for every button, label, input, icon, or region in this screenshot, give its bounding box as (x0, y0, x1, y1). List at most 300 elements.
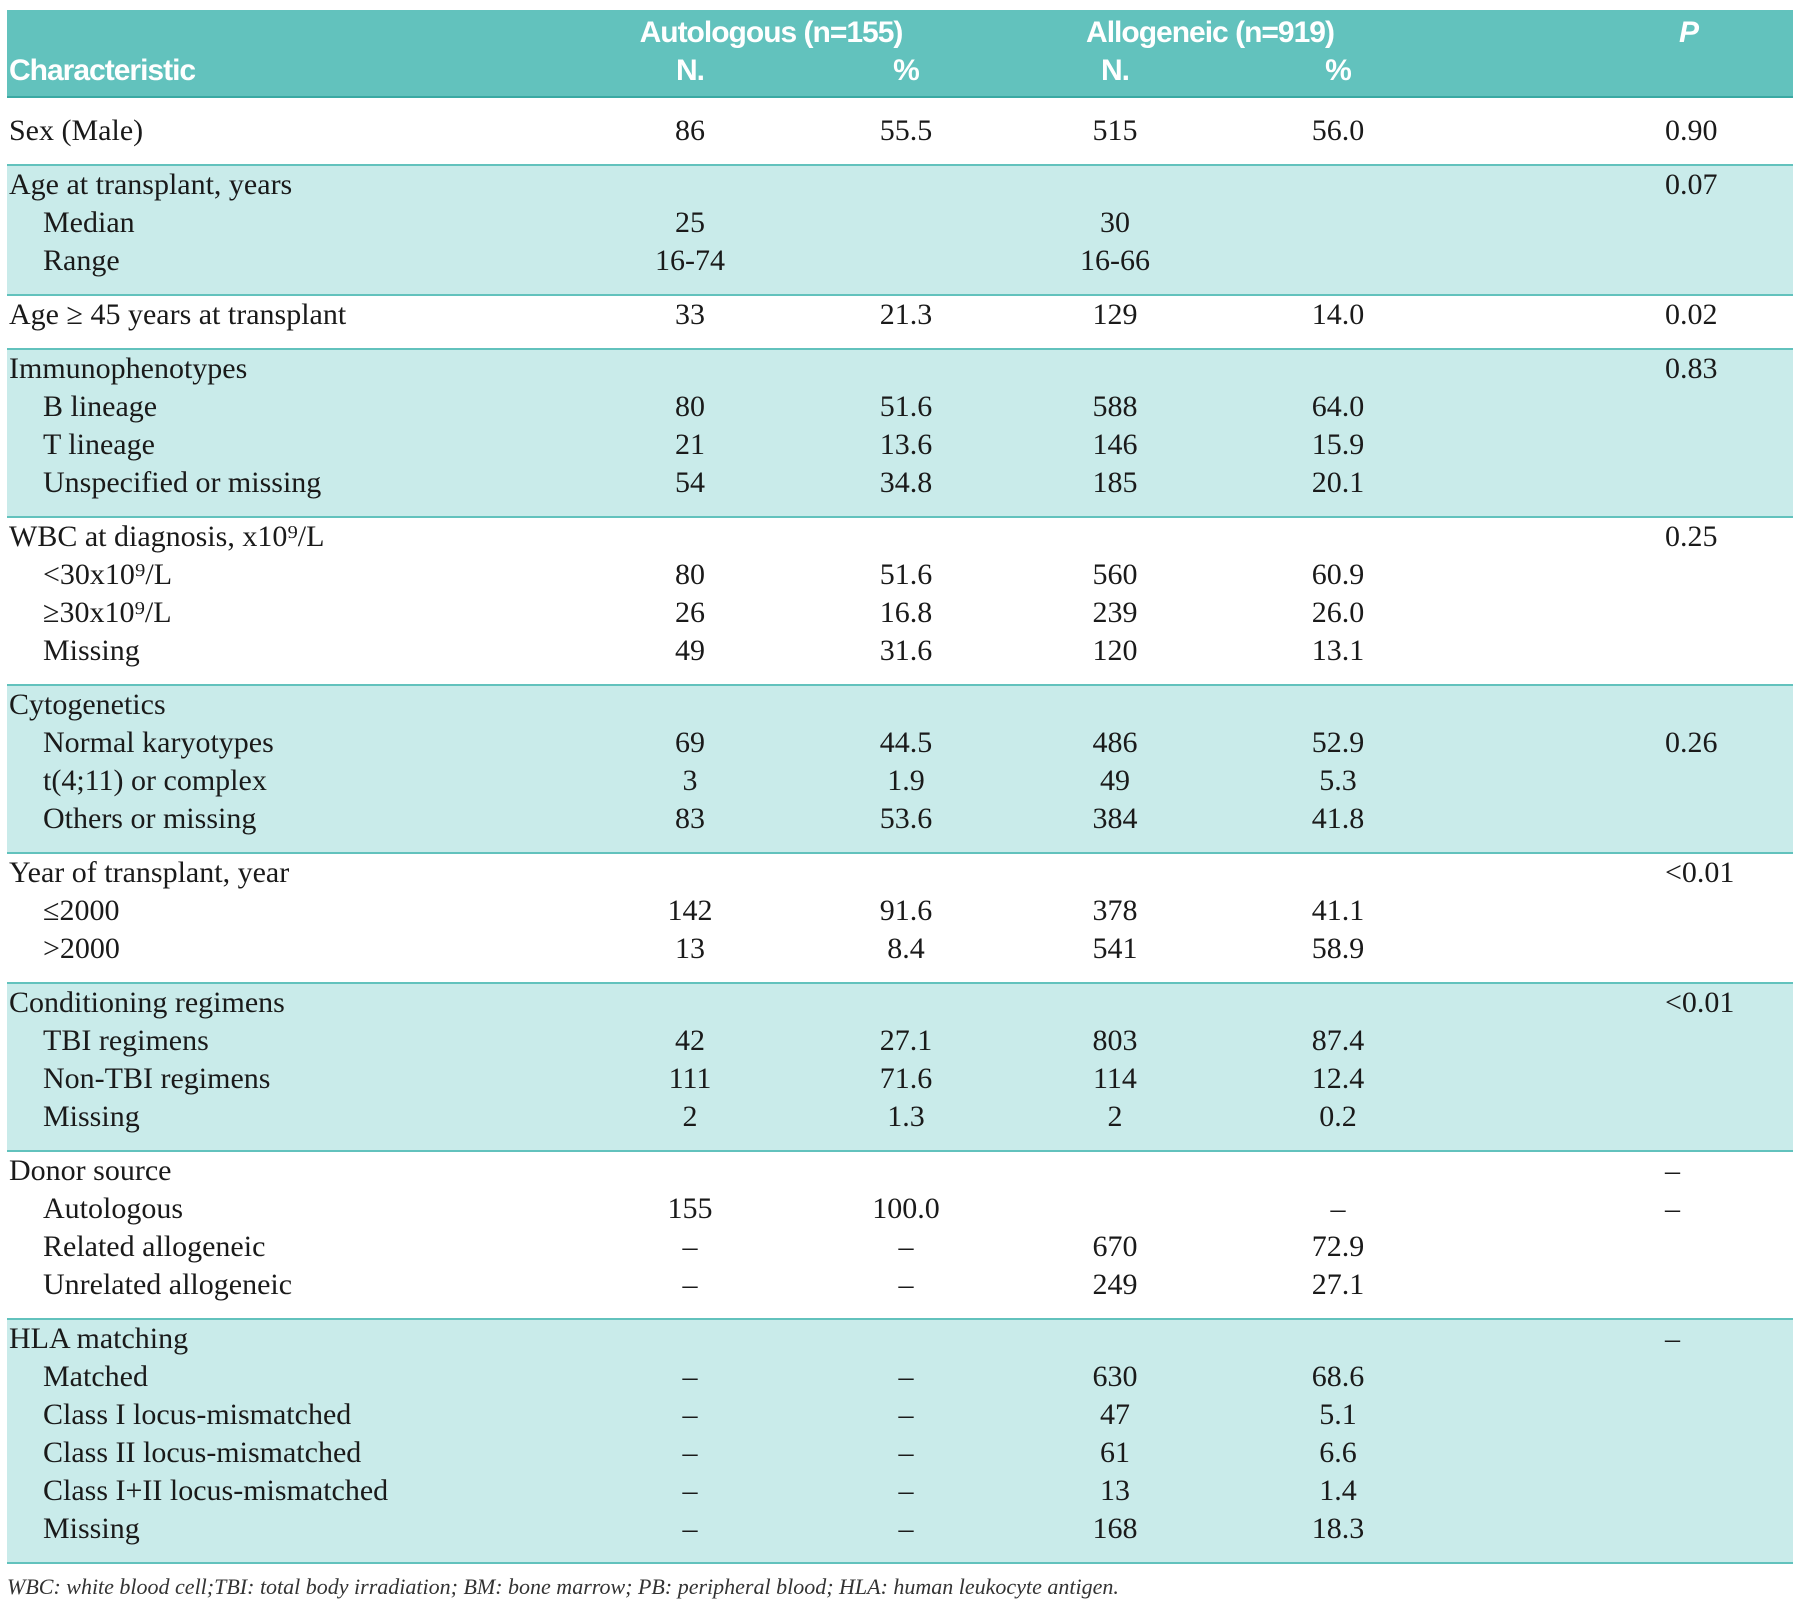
p-value-cell (1433, 594, 1793, 632)
section-spacer (7, 334, 1793, 349)
allogeneic-pct-cell: 18.3 (1243, 1510, 1433, 1548)
spacer-cell (987, 97, 1243, 112)
p-value-cell (1433, 204, 1793, 242)
table-row (7, 517, 1793, 556)
header-p-value: P (1433, 10, 1793, 52)
p-value-cell: 0.83 (1433, 349, 1793, 388)
row-label: Donor source (9, 1154, 172, 1187)
autologous-pct-cell: – (898, 1268, 914, 1301)
allogeneic-n-cell: 378 (1092, 894, 1138, 927)
p-value-cell (1433, 388, 1793, 426)
table-section (7, 1151, 1793, 1319)
row-label: Immunophenotypes (7, 349, 555, 388)
p-value-cell (1433, 1510, 1793, 1548)
autologous-n-cell: 155 (667, 1192, 713, 1225)
allogeneic-pct-cell: 15.9 (1243, 426, 1433, 464)
p-value-cell (1433, 892, 1793, 930)
allogeneic-n-cell: 2 (987, 1098, 1243, 1136)
spacer-cell (555, 1136, 825, 1151)
autologous-pct-cell: 71.6 (825, 1060, 987, 1098)
autologous-n-cell (555, 517, 825, 556)
header-autologous-pct: % (825, 52, 987, 97)
spacer-cell (7, 670, 555, 685)
p-value-cell: 0.02 (1665, 298, 1718, 331)
autologous-n-cell: 54 (555, 464, 825, 502)
autologous-pct-cell: 1.3 (825, 1098, 987, 1136)
autologous-pct-cell: 51.6 (879, 558, 933, 591)
spacer-cell (825, 334, 987, 349)
allogeneic-pct-cell: 26.0 (1311, 596, 1365, 629)
spacer-cell (825, 838, 987, 853)
table-row (7, 930, 1793, 968)
table-row (7, 556, 1793, 594)
table-row (7, 1098, 1793, 1136)
spacer-cell (555, 838, 825, 853)
spacer-cell (1433, 1548, 1793, 1563)
p-value-cell (1433, 1358, 1793, 1396)
spacer-cell (7, 334, 555, 349)
table-row (7, 349, 1793, 388)
row-label: <30x10⁹/L (43, 558, 173, 591)
spacer-cell (1243, 334, 1433, 349)
allogeneic-n-cell: 168 (987, 1510, 1243, 1548)
row-label: Non-TBI regimens (7, 1060, 555, 1098)
autologous-pct-cell: – (825, 1510, 987, 1548)
autologous-pct-cell: – (898, 1230, 914, 1263)
spacer-cell (555, 1548, 825, 1563)
table-section (7, 349, 1793, 517)
allogeneic-n-cell: 486 (987, 724, 1243, 762)
table-row (7, 762, 1793, 800)
row-label: Class I+II locus-mismatched (7, 1472, 555, 1510)
patient-characteristics-table (7, 10, 1793, 1564)
allogeneic-n-cell: 541 (1092, 932, 1138, 965)
spacer-cell (555, 670, 825, 685)
allogeneic-pct-cell: 5.1 (1243, 1396, 1433, 1434)
allogeneic-n-cell: 185 (987, 464, 1243, 502)
table-footnote: WBC: white blood cell;TBI: total body irradiation; BM: bone marrow; PB: peripheral blood; HLA: human leukocyte antigen. (7, 1574, 1119, 1599)
autologous-pct-cell: – (825, 1434, 987, 1472)
allogeneic-n-cell: 146 (987, 426, 1243, 464)
header-allogeneic-pct: % (1243, 52, 1433, 97)
row-label: Range (7, 242, 555, 280)
row-label: Missing (7, 1510, 555, 1548)
spacer-cell (825, 1304, 987, 1319)
autologous-pct-cell (825, 349, 987, 388)
table-row (7, 1228, 1793, 1266)
row-label: WBC at diagnosis, x10⁹/L (9, 520, 325, 553)
spacer-cell (1243, 968, 1433, 983)
allogeneic-pct-cell: 5.3 (1243, 762, 1433, 800)
p-value-cell: 0.07 (1433, 165, 1793, 204)
allogeneic-n-cell: 129 (1092, 298, 1138, 331)
spacer-cell (555, 280, 825, 295)
allogeneic-n-cell (987, 1190, 1243, 1228)
allogeneic-n-cell (987, 853, 1243, 892)
p-value-cell (1433, 685, 1793, 724)
allogeneic-n-cell: 630 (987, 1358, 1243, 1396)
autologous-pct-cell (825, 983, 987, 1022)
p-value-cell (1433, 930, 1793, 968)
row-label: Class I locus-mismatched (7, 1396, 555, 1434)
header-allogeneic: Allogeneic (n=919) (987, 10, 1433, 52)
allogeneic-n-cell: 49 (987, 762, 1243, 800)
spacer-cell (987, 838, 1243, 853)
row-label: Missing (43, 634, 140, 667)
spacer-cell (825, 97, 987, 112)
autologous-pct-cell: 8.4 (887, 932, 925, 965)
table-row (7, 388, 1793, 426)
spacer-cell (1243, 670, 1433, 685)
autologous-n-cell: 49 (675, 634, 705, 667)
table-row (7, 1434, 1793, 1472)
table-row (7, 1151, 1793, 1190)
table-row (7, 1396, 1793, 1434)
autologous-n-cell: 33 (675, 298, 705, 331)
p-value-cell (1433, 1396, 1793, 1434)
p-value-cell: – (1665, 1192, 1681, 1225)
autologous-pct-cell: 16.8 (879, 596, 933, 629)
row-label: Year of transplant, year (9, 856, 290, 889)
allogeneic-n-cell: 515 (1092, 114, 1138, 147)
table-row (7, 853, 1793, 892)
row-label: Sex (Male) (9, 114, 144, 147)
allogeneic-pct-cell: 0.2 (1243, 1098, 1433, 1136)
table-row (7, 1510, 1793, 1548)
p-value-cell (1433, 1472, 1793, 1510)
autologous-pct-cell: 21.3 (879, 298, 933, 331)
allogeneic-pct-cell: 41.8 (1243, 800, 1433, 838)
autologous-n-cell (555, 1151, 825, 1190)
autologous-pct-cell: 55.5 (879, 114, 933, 147)
p-value-cell: 0.26 (1433, 724, 1793, 762)
autologous-n-cell (555, 349, 825, 388)
autologous-n-cell (555, 685, 825, 724)
p-value-cell: – (1665, 1154, 1681, 1187)
allogeneic-pct-cell: 27.1 (1311, 1268, 1365, 1301)
p-value-cell (1433, 1228, 1793, 1266)
header-row-columns (7, 52, 1793, 97)
allogeneic-pct-cell: 6.6 (1243, 1434, 1433, 1472)
allogeneic-n-cell: 560 (1092, 558, 1138, 591)
spacer-cell (555, 502, 825, 517)
allogeneic-n-cell: 588 (987, 388, 1243, 426)
spacer-cell (987, 334, 1243, 349)
allogeneic-n-cell: 803 (987, 1022, 1243, 1060)
autologous-n-cell: 69 (555, 724, 825, 762)
allogeneic-n-cell: 249 (1092, 1268, 1138, 1301)
allogeneic-pct-cell (1243, 517, 1433, 556)
allogeneic-n-cell: 47 (987, 1396, 1243, 1434)
table-row (7, 724, 1793, 762)
spacer-cell (825, 1548, 987, 1563)
section-spacer (7, 97, 1793, 112)
autologous-pct-cell (825, 1319, 987, 1358)
autologous-n-cell: 3 (555, 762, 825, 800)
allogeneic-pct-cell (1243, 204, 1433, 242)
autologous-n-cell: – (555, 1472, 825, 1510)
table-row (7, 800, 1793, 838)
table-row (7, 112, 1793, 150)
spacer-cell (7, 968, 555, 983)
spacer-cell (555, 97, 825, 112)
section-spacer (7, 150, 1793, 165)
p-value-cell (1433, 464, 1793, 502)
autologous-pct-cell: 13.6 (825, 426, 987, 464)
allogeneic-n-cell: 670 (1092, 1230, 1138, 1263)
autologous-pct-cell: – (825, 1472, 987, 1510)
table-section (7, 983, 1793, 1151)
row-label: Matched (7, 1358, 555, 1396)
spacer-cell (1243, 150, 1433, 165)
allogeneic-pct-cell: – (1330, 1192, 1346, 1225)
table-row (7, 1022, 1793, 1060)
spacer-cell (1243, 1548, 1433, 1563)
allogeneic-n-cell (987, 685, 1243, 724)
autologous-pct-cell (825, 204, 987, 242)
autologous-n-cell: – (555, 1510, 825, 1548)
p-value-cell: – (1433, 1319, 1793, 1358)
spacer-cell (7, 1304, 555, 1319)
autologous-pct-cell: 31.6 (879, 634, 933, 667)
table-row (7, 1358, 1793, 1396)
allogeneic-pct-cell: 12.4 (1243, 1060, 1433, 1098)
autologous-n-cell: – (555, 1434, 825, 1472)
autologous-n-cell: – (682, 1268, 698, 1301)
section-spacer (7, 670, 1793, 685)
autologous-pct-cell: 27.1 (825, 1022, 987, 1060)
spacer-cell (1243, 1136, 1433, 1151)
row-label: ≤2000 (43, 894, 120, 927)
spacer-cell (1433, 1304, 1793, 1319)
spacer-cell (825, 968, 987, 983)
autologous-n-cell: 80 (675, 558, 705, 591)
autologous-n-cell: – (555, 1358, 825, 1396)
p-value-cell (1433, 556, 1793, 594)
autologous-n-cell: 13 (675, 932, 705, 965)
row-label: Class II locus-mismatched (7, 1434, 555, 1472)
allogeneic-n-cell (987, 1151, 1243, 1190)
section-spacer (7, 1548, 1793, 1563)
autologous-n-cell (555, 165, 825, 204)
row-label: B lineage (7, 388, 555, 426)
allogeneic-pct-cell: 52.9 (1243, 724, 1433, 762)
allogeneic-n-cell (987, 983, 1243, 1022)
autologous-n-cell (555, 853, 825, 892)
p-value-cell: <0.01 (1433, 983, 1793, 1022)
p-value-cell (1433, 762, 1793, 800)
spacer-cell (1243, 280, 1433, 295)
spacer-cell (1243, 97, 1433, 112)
row-label: Age ≥ 45 years at transplant (9, 298, 347, 331)
autologous-pct-cell: 34.8 (825, 464, 987, 502)
header-autologous: Autologous (n=155) (555, 10, 987, 52)
autologous-n-cell: 80 (555, 388, 825, 426)
spacer-cell (1433, 502, 1793, 517)
spacer-cell (7, 502, 555, 517)
table-row (7, 594, 1793, 632)
autologous-pct-cell: 53.6 (825, 800, 987, 838)
spacer-cell (987, 670, 1243, 685)
autologous-n-cell: 111 (555, 1060, 825, 1098)
autologous-pct-cell: 91.6 (879, 894, 933, 927)
autologous-n-cell (555, 1319, 825, 1358)
spacer-cell (7, 280, 555, 295)
row-label: >2000 (43, 932, 120, 965)
spacer-cell (1243, 1304, 1433, 1319)
allogeneic-pct-cell (1243, 983, 1433, 1022)
allogeneic-n-cell: 30 (987, 204, 1243, 242)
section-spacer (7, 1136, 1793, 1151)
characteristics-table-document (7, 10, 1793, 1600)
allogeneic-pct-cell (1243, 1151, 1433, 1190)
autologous-pct-cell (825, 517, 987, 556)
section-spacer (7, 502, 1793, 517)
table-row (7, 685, 1793, 724)
allogeneic-pct-cell: 72.9 (1311, 1230, 1365, 1263)
row-label: Related allogeneic (43, 1230, 266, 1263)
table-section (7, 517, 1793, 685)
autologous-n-cell: – (682, 1230, 698, 1263)
autologous-n-cell: 21 (555, 426, 825, 464)
spacer-cell (987, 150, 1243, 165)
row-label: Normal karyotypes (7, 724, 555, 762)
table-row (7, 295, 1793, 334)
header-allogeneic-n: N. (987, 52, 1243, 97)
allogeneic-n-cell: 114 (987, 1060, 1243, 1098)
autologous-n-cell: 16-74 (555, 242, 825, 280)
spacer-cell (1433, 968, 1793, 983)
table-section (7, 853, 1793, 983)
spacer-cell (7, 1548, 555, 1563)
table-row (7, 464, 1793, 502)
spacer-cell (555, 1304, 825, 1319)
table-row (7, 204, 1793, 242)
spacer-cell (987, 502, 1243, 517)
spacer-cell (7, 150, 555, 165)
table-row (7, 892, 1793, 930)
allogeneic-pct-cell: 14.0 (1311, 298, 1365, 331)
spacer-cell (987, 968, 1243, 983)
allogeneic-n-cell (987, 165, 1243, 204)
allogeneic-pct-cell: 87.4 (1243, 1022, 1433, 1060)
table-row (7, 1060, 1793, 1098)
spacer-cell (1433, 334, 1793, 349)
spacer-cell (1433, 670, 1793, 685)
spacer-cell (825, 670, 987, 685)
allogeneic-n-cell (987, 349, 1243, 388)
spacer-cell (987, 280, 1243, 295)
spacer-cell (1433, 150, 1793, 165)
spacer-cell (1433, 280, 1793, 295)
autologous-pct-cell (825, 853, 987, 892)
section-spacer (7, 280, 1793, 295)
p-value-cell (1433, 1022, 1793, 1060)
row-label: Cytogenetics (7, 685, 555, 724)
allogeneic-pct-cell: 20.1 (1243, 464, 1433, 502)
spacer-cell (555, 968, 825, 983)
allogeneic-n-cell: 13 (987, 1472, 1243, 1510)
table-section (7, 165, 1793, 295)
table-section (7, 1319, 1793, 1563)
spacer-cell (1243, 502, 1433, 517)
header-autologous-n: N. (555, 52, 825, 97)
p-value-cell (1433, 1098, 1793, 1136)
autologous-pct-cell (825, 165, 987, 204)
allogeneic-pct-cell: 58.9 (1311, 932, 1365, 965)
spacer-cell (987, 1136, 1243, 1151)
header-p-blank (1433, 52, 1793, 97)
allogeneic-pct-cell (1243, 165, 1433, 204)
p-value-cell (1433, 426, 1793, 464)
allogeneic-pct-cell: 1.4 (1243, 1472, 1433, 1510)
header-characteristic: Characteristic (7, 52, 555, 97)
p-value-cell: <0.01 (1665, 856, 1735, 889)
autologous-n-cell: 42 (555, 1022, 825, 1060)
autologous-pct-cell: – (825, 1358, 987, 1396)
allogeneic-n-cell: 61 (987, 1434, 1243, 1472)
row-label: Missing (7, 1098, 555, 1136)
autologous-pct-cell: 44.5 (825, 724, 987, 762)
allogeneic-pct-cell (1243, 349, 1433, 388)
allogeneic-pct-cell: 68.6 (1243, 1358, 1433, 1396)
row-label: T lineage (7, 426, 555, 464)
autologous-pct-cell (825, 1151, 987, 1190)
spacer-cell (1433, 838, 1793, 853)
header-row-groups (7, 10, 1793, 52)
autologous-n-cell: – (555, 1396, 825, 1434)
allogeneic-pct-cell (1243, 242, 1433, 280)
row-label: Age at transplant, years (7, 165, 555, 204)
autologous-pct-cell (825, 685, 987, 724)
row-label: Unspecified or missing (7, 464, 555, 502)
section-spacer (7, 1304, 1793, 1319)
allogeneic-pct-cell (1243, 853, 1433, 892)
spacer-cell (1243, 838, 1433, 853)
table-section (7, 685, 1793, 853)
spacer-cell (7, 1136, 555, 1151)
row-label: Others or missing (7, 800, 555, 838)
table-row (7, 242, 1793, 280)
spacer-cell (555, 334, 825, 349)
autologous-n-cell (555, 983, 825, 1022)
p-value-cell (1433, 1060, 1793, 1098)
allogeneic-n-cell: 239 (1092, 596, 1138, 629)
allogeneic-pct-cell: 64.0 (1243, 388, 1433, 426)
autologous-n-cell: 25 (555, 204, 825, 242)
allogeneic-n-cell (987, 1319, 1243, 1358)
allogeneic-pct-cell: 13.1 (1311, 634, 1365, 667)
allogeneic-n-cell: 120 (1092, 634, 1138, 667)
header-blank (7, 10, 555, 52)
p-value-cell (1433, 1266, 1793, 1304)
autologous-n-cell: 83 (555, 800, 825, 838)
table-header (7, 10, 1793, 97)
row-label: t(4;11) or complex (7, 762, 555, 800)
autologous-pct-cell: 51.6 (825, 388, 987, 426)
allogeneic-pct-cell: 60.9 (1311, 558, 1365, 591)
spacer-cell (825, 280, 987, 295)
autologous-pct-cell: – (825, 1396, 987, 1434)
table-row (7, 165, 1793, 204)
allogeneic-n-cell: 16-66 (987, 242, 1243, 280)
spacer-cell (825, 1136, 987, 1151)
autologous-pct-cell: 1.9 (825, 762, 987, 800)
spacer-cell (1433, 97, 1793, 112)
allogeneic-n-cell: 384 (987, 800, 1243, 838)
row-label: TBI regimens (7, 1022, 555, 1060)
section-spacer (7, 838, 1793, 853)
